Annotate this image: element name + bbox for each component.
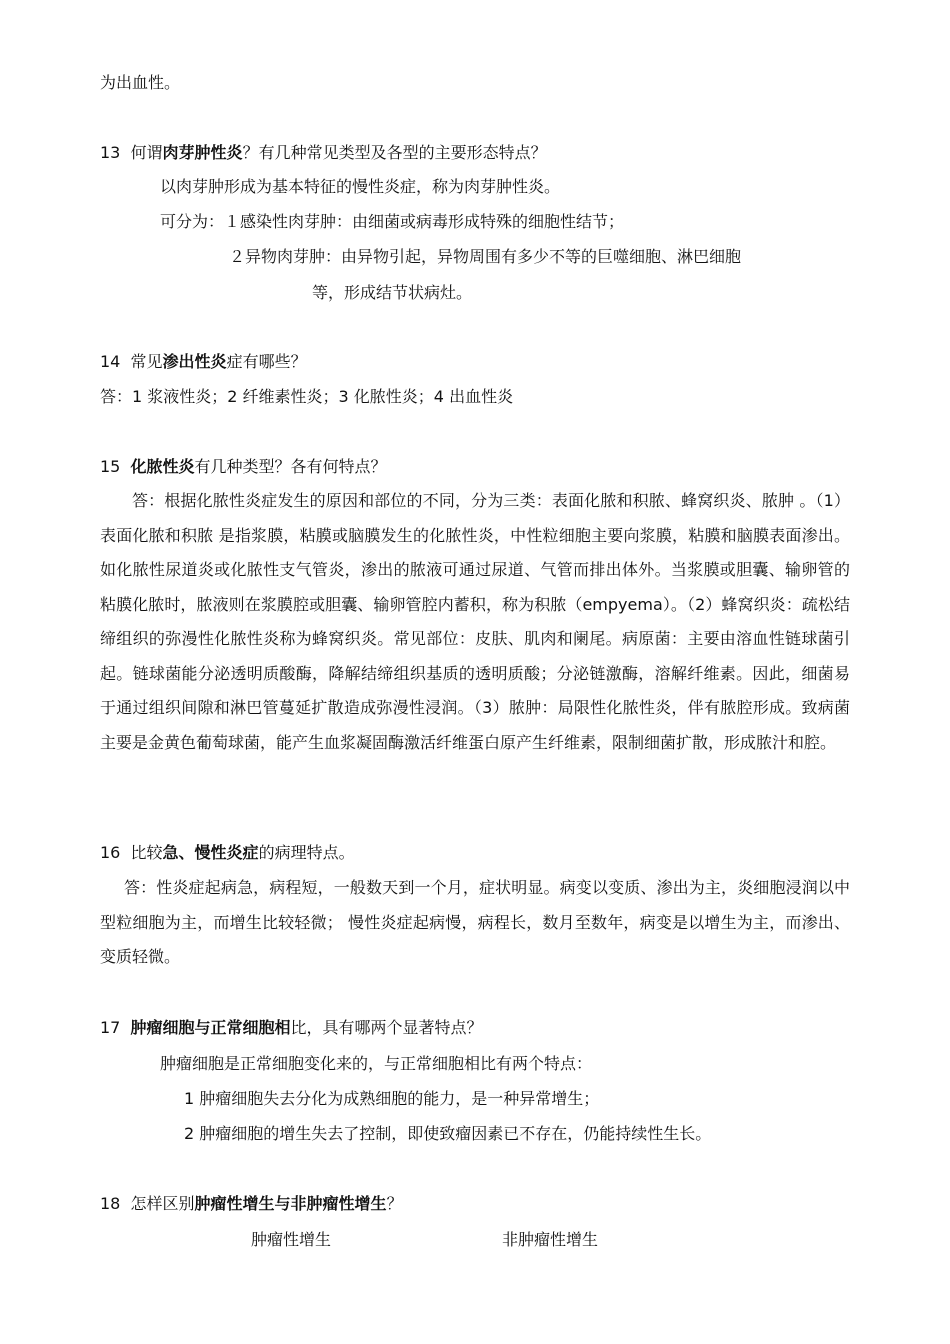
question-text: 何谓 [130,143,163,162]
question-text: ？有几种常见类型及各型的主要形态特点？ [242,143,547,162]
question-17-heading [100,1018,483,1038]
question-number: 17 [100,1018,121,1037]
question-text: 比，具有哪两个显著特点？ [290,1018,483,1037]
question-text: 的病理特点。 [258,843,355,862]
question-text: 怎样区别 [130,1194,195,1213]
question-keyword: 化脓性炎 [130,457,195,476]
table-header-neoplastic: 肿瘤性增生 [251,1230,332,1249]
question-text: 有几种类型？各有何特点？ [194,457,387,476]
question-18-heading [100,1194,403,1214]
answer-16-paragraph [100,871,850,975]
question-keyword: 渗出性炎 [162,352,227,371]
question-keyword: 急、慢性炎症 [162,843,259,862]
table-header-non-neoplastic: 非肿瘤性增生 [502,1230,599,1249]
answer-13-line-1: 以肉芽肿形成为基本特征的慢性炎症，称为肉芽肿性炎。 [160,177,561,196]
answer-15-paragraph [100,484,850,760]
answer-17-line-3: 2 肿瘤细胞的增生失去了控制，即使致瘤因素已不存在，仍能持续性生长。 [184,1124,712,1143]
question-keyword: 肉芽肿性炎 [162,143,243,162]
question-text: ？ [386,1194,403,1213]
question-15-heading [100,457,387,477]
question-number: 16 [100,843,121,862]
question-number: 13 [100,143,121,162]
question-text: 常见 [130,352,163,371]
answer-14-text: 答：1 浆液性炎；2 纤维素性炎；3 化脓性炎；4 出血性炎 [100,387,514,406]
question-number: 14 [100,352,121,371]
question-text: 比较 [130,843,163,862]
intro-tail-text: 为出血性。 [100,73,181,92]
question-keyword: 肿瘤细胞与正常细胞相 [130,1018,291,1037]
question-text: 症有哪些？ [226,352,307,371]
answer-17-line-1: 肿瘤细胞是正常细胞变化来的，与正常细胞相比有两个特点： [160,1054,593,1073]
answer-15-text: 答：根据化脓性炎症发生的原因和部位的不同，分为三类：表面化脓和积脓、蜂窝织炎、脓肿 。（1）表面化脓和积脓 是指浆膜，粘膜或脑膜发生的化脓性炎，中性粒细胞主要向浆膜，粘膜和脑膜表面渗出。如化脓性尿道炎或化脓性支气管炎，渗出的脓液可通过尿道、气管而排出体外。当浆膜或胆囊、输卵管的粘膜化脓时，脓液则在浆膜腔或胆囊、输卵管腔内蓄积，称为积脓（empyema）。（2）蜂窝织炎：疏松结缔组织的弥漫性化脓性炎称为蜂窝织炎。常见部位：皮肤、肌肉和阑尾。病原菌：主要由溶血性链球菌引起。链球菌能分泌透明质酸酶，降解结缔组织基质的透明质酸；分泌链激酶，溶解纤维素。因此，细菌易于通过组织间隙和淋巴管蔓延扩散造成弥漫性浸润。（3）脓肿：局限性化脓性炎，伴有脓腔形成。致病菌主要是金黄色葡萄球菌，能产生血浆凝固酶激活纤维蛋白原产生纤维素，限制细菌扩散，形成脓汁和腔。 [100,491,850,752]
answer-17-line-2: 1 肿瘤细胞失去分化为成熟细胞的能力，是一种异常增生； [184,1089,600,1108]
question-14-heading [100,352,307,372]
answer-16-text: 答：性炎症起病急，病程短，一般数天到一个月，症状明显。病变以变质、渗出为主，炎细胞浸润以中型粒细胞为主，而增生比较轻微； 慢性炎症起病慢，病程长，数月至数年，病变是以增生为主，而渗出、变质轻微。 [100,878,850,966]
question-number: 15 [100,457,121,476]
question-13-heading [100,143,547,163]
answer-13-line-4: 等，形成结节状病灶。 [312,283,473,302]
question-keyword: 肿瘤性增生与非肿瘤性增生 [194,1194,387,1213]
question-16-heading [100,843,355,863]
answer-13-line-3: ２异物肉芽肿：由异物引起，异物周围有多少不等的巨噬细胞、淋巴细胞 [229,247,742,266]
question-number: 18 [100,1194,121,1213]
answer-13-line-2: 可分为：１感染性肉芽肿：由细菌或病毒形成特殊的细胞性结节； [160,212,625,231]
